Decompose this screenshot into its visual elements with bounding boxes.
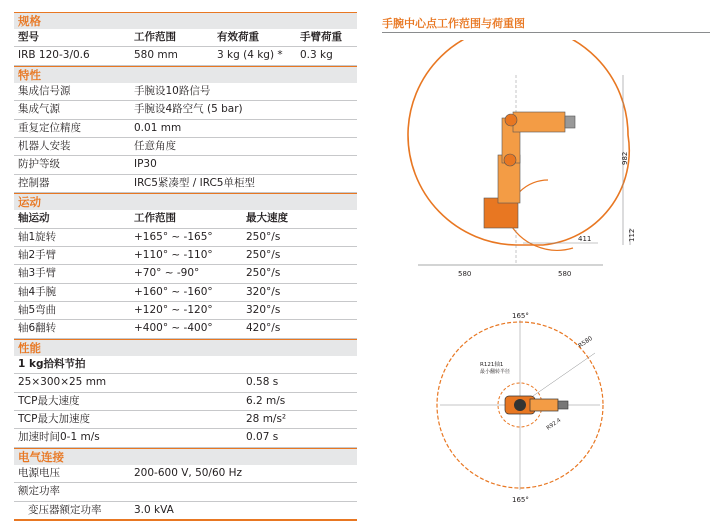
table-cell: 320°/s [246,304,281,317]
table-row [14,265,357,283]
table-cell: 3 kg (4 kg) * [217,49,283,62]
table-row [14,120,357,138]
table-cell: 0.07 s [246,431,279,444]
table-cell: 420°/s [246,322,281,335]
table-cell: 机器人安装 [18,139,71,152]
table-cell: 工作范围 [134,212,176,225]
table-cell: IRC5紧凑型 / IRC5单柜型 [134,176,255,189]
section-header: 特性 [14,66,357,83]
table-row [14,483,357,501]
table-cell: 28 m/s² [246,413,287,426]
table-cell: 轴2手臂 [18,248,57,261]
table-cell: +120° ~ -120° [134,304,213,317]
table-cell: 580 mm [134,49,178,62]
r-inner-note: 最小翻转半径 [480,369,511,375]
table-cell: 型号 [18,31,39,43]
robot-top-icon [505,396,568,414]
table-cell: TCP最大速度 [18,394,80,407]
table-cell: 额定功率 [18,485,60,498]
table-cell: 任意角度 [134,139,176,152]
dim-580-left: 580 [458,270,472,278]
table-cell: 最大速度 [246,212,288,225]
table-cell: 手腕设4路空气 (5 bar) [134,103,243,116]
dim-411: 411 [578,235,592,243]
table-cell: IP30 [134,158,157,171]
table-cell: 轴1旋转 [18,230,57,243]
table-cell: 轴3手臂 [18,267,57,280]
table-row [14,302,357,320]
table-cell: 轴运动 [18,212,50,225]
table-cell: 集成气源 [18,103,60,116]
table-cell: 轴4手腕 [18,285,57,298]
table-cell: 变压器额定功率 [28,503,102,516]
table-cell: 0.58 s [246,376,279,389]
table-row [14,138,357,156]
table-row [14,411,357,429]
table-cell: +400° ~ -400° [134,322,213,335]
section-header: 规格 [14,12,357,29]
table-cell: +110° ~ -110° [134,248,213,261]
table-header-row [14,29,357,47]
r-small: R92.4 [545,417,563,432]
spec-table [14,12,357,521]
dim-112: 112 [628,228,636,242]
table-cell: 6.2 m/s [246,394,286,407]
table-cell: 工作范围 [134,31,176,43]
table-cell: +70° ~ -90° [134,267,200,280]
table-cell: 集成信号源 [18,84,71,97]
table-cell: 3.0 kVA [134,503,174,516]
table-cell: 重复定位精度 [18,121,81,134]
table-row [14,101,357,119]
table-cell: 250°/s [246,267,281,280]
dim-982: 982 [621,151,629,165]
table-cell: 1 kg拾料节拍 [18,357,86,370]
section-header: 运动 [14,193,357,210]
section-header: 电气连接 [14,448,357,465]
r-outer: R580 [577,334,594,350]
table-cell: 手腕设10路信号 [134,84,211,97]
table-cell: 250°/s [246,230,281,243]
table-cell: 手臂荷重 [300,31,342,43]
table-cell: TCP最大加速度 [18,413,90,426]
table-cell: 25×300×25 mm [18,376,107,389]
diagram-title: 手腕中心点工作范围与荷重图 [382,16,710,33]
table-cell: 250°/s [246,248,281,261]
table-row [14,356,357,374]
table-row [14,465,357,483]
table-row [14,502,357,521]
table-cell: +160° ~ -160° [134,285,213,298]
table-cell: +165° ~ -165° [134,230,213,243]
table-cell: 320°/s [246,285,281,298]
table-cell: 轴5弯曲 [18,304,57,317]
table-row [14,320,357,338]
side-view-diagram [398,40,638,280]
section-header: 性能 [14,339,357,356]
table-row [14,284,357,302]
table-row [14,156,357,174]
angle-top: 165° [512,312,529,320]
table-cell: 电源电压 [18,466,60,479]
r-inner: R121轴1 [480,362,504,368]
table-row [14,47,357,65]
table-cell: 0.01 mm [134,121,182,134]
table-row [14,374,357,392]
table-row [14,247,357,265]
table-cell: 加速时间0-1 m/s [18,431,100,444]
table-header-row [14,210,357,228]
table-cell: IRB 120-3/0.6 [18,49,90,62]
table-row [14,83,357,101]
table-cell: 0.3 kg [300,49,333,62]
table-cell: 轴6翻转 [18,322,57,335]
table-row [14,393,357,411]
table-row [14,175,357,193]
table-cell: 控制器 [18,176,50,189]
dim-580-right: 580 [558,270,572,278]
table-row [14,229,357,247]
table-cell: 200-600 V, 50/60 Hz [134,466,243,479]
robot-side-icon [484,112,575,228]
table-cell: 有效荷重 [217,31,259,43]
table-cell: 防护等级 [18,158,60,171]
table-row [14,429,357,447]
angle-bottom: 165° [512,496,529,504]
top-view-diagram [430,308,610,508]
